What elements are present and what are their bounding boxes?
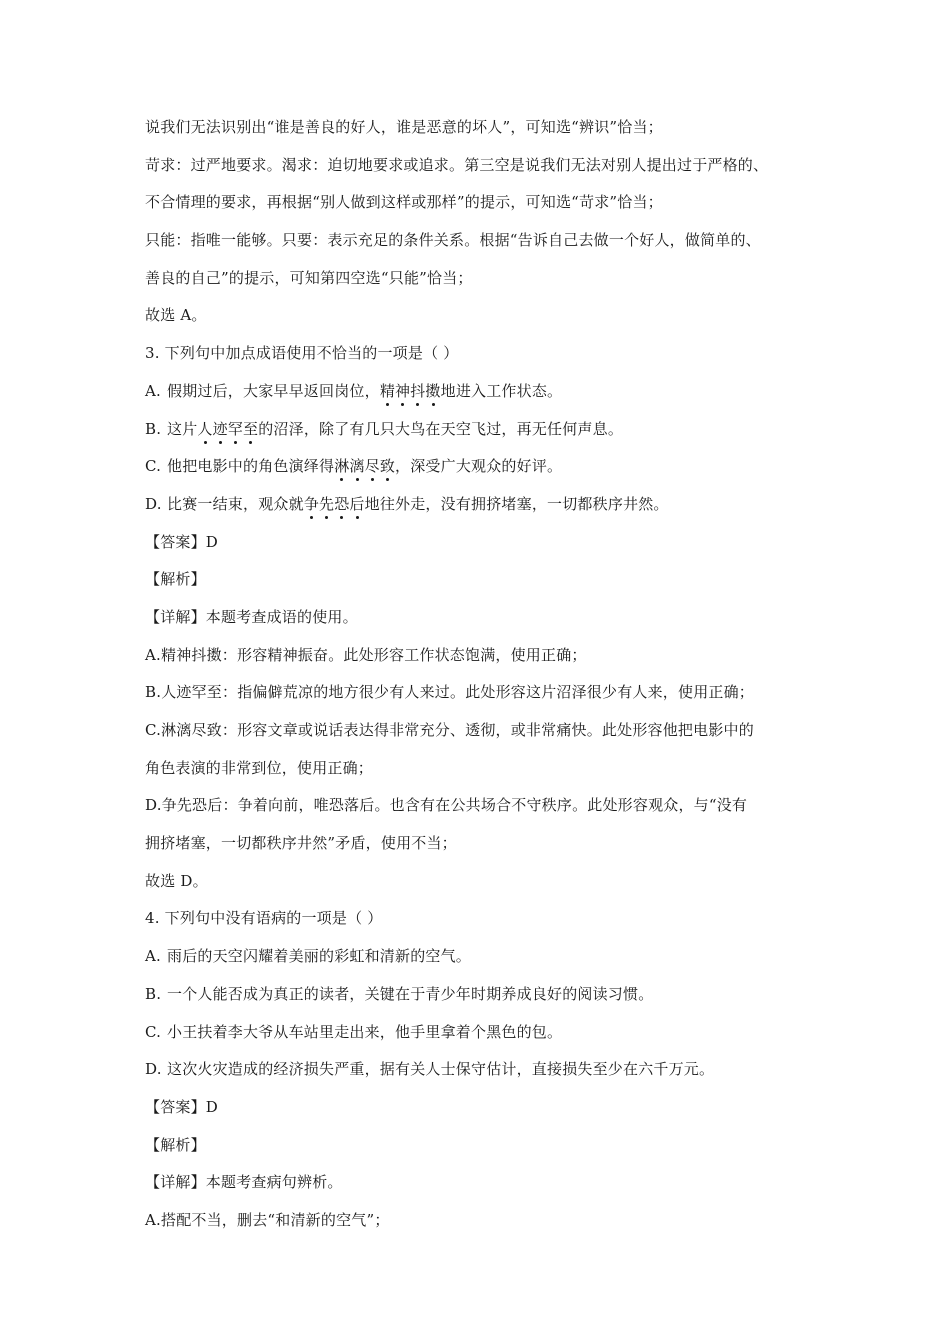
explanation-d: D.争先恐后：争着向前，唯恐落后。也含有在公共场合不守秩序。此处形容观众，与“没有 [145,796,748,815]
paragraph: 说我们无法识别出“谁是善良的好人，谁是恶意的坏人”，可知选“辨识”恰当； [145,118,663,136]
paragraph: 不合情理的要求，再根据“别人做到这样或那样”的提示，可知选“苛求”恰当； [145,193,663,212]
paragraph: 只能：指唯一能够。只要：表示充足的条件关系。根据“告诉自己去做一个好人，做简单的、 [145,231,761,250]
option-label: D. [145,494,162,513]
explanation-a: A.精神抖擞：形容精神振奋。此处形容工作状态饱满，使用正确； [145,645,587,664]
option-text: 雨后的天空闪耀着美丽的彩虹和清新的空气。 [167,947,472,966]
option-label: A. [145,381,162,400]
option-text: 的沼泽，除了有几只大鸟在天空飞过，再无任何声息。 [258,419,624,438]
paragraph: 善良的自己”的提示，可知第四空选“只能”恰当； [145,268,473,287]
dotted-char: 精 [379,381,396,400]
dotted-char: 淋 [334,457,350,476]
dotted-char: 罕 [227,419,244,438]
dotted-char: 神 [395,381,411,400]
option-text: 他把电影中的角色演绎得 [167,457,335,476]
option-label: C. [145,1022,162,1041]
dotted-char: 恐 [334,494,350,513]
dotted-char: 后 [349,494,365,513]
option-text: 地往外走，没有拥挤堵塞，一切都秩序井然。 [364,494,669,513]
answer-label: 【答案】D [145,532,219,551]
dotted-char: 抖 [410,381,426,400]
explanation-a: A.搭配不当，删去“和清新的空气”； [145,1210,390,1229]
paragraph: 苛求：过严地要求。渴求：迫切地要求或追求。第三空是说我们无法对别人提出过于严格的、 [145,155,769,174]
conclusion: 故选 A。 [145,306,207,325]
option-label: A. [145,947,162,966]
option-text: 一个人能否成为真正的读者，关键在于青少年时期养成良好的阅读习惯。 [167,984,654,1003]
option-text: 这次火灾造成的经济损失严重，据有关人士保守估计，直接损失至少在六千万元。 [167,1060,715,1079]
question-4-stem: 4. 下列句中没有语病的一项是（ ） [145,909,383,928]
detail-intro: 【详解】本题考查病句辨析。 [145,1173,343,1192]
option-text: 比赛一结束，观众就 [167,494,304,513]
explanation-b: B.人迹罕至：指偏僻荒凉的地方很少有人来过。此处形容这片沼泽很少有人来，使用正确； [145,683,754,702]
option-text: 假期过后，大家早早返回岗位， [167,381,380,400]
dotted-char: 争 [303,494,320,513]
analysis-label: 【解析】 [145,570,206,589]
explanation-c-cont: 角色表演的非常到位，使用正确； [145,758,374,777]
dotted-char: 人 [197,419,213,438]
option-label: B. [145,984,162,1003]
dotted-char: 至 [243,419,259,438]
question-4-option-b [145,985,815,1004]
question-3-option-c [145,457,815,476]
analysis-label: 【解析】 [145,1135,206,1154]
answer-label: 【答案】D [145,1097,219,1116]
dotted-char: 先 [319,494,335,513]
dotted-char: 致 [379,457,396,476]
question-3-option-b [145,420,815,439]
option-label: B. [145,419,162,438]
conclusion: 故选 D。 [145,871,208,890]
option-text: ，深受广大观众的好评。 [395,457,563,476]
option-label: C. [145,457,162,476]
dotted-char: 尽 [364,457,380,476]
question-3-option-d [145,495,815,514]
dotted-char: 漓 [349,457,365,476]
option-text: 小王扶着李大爷从车站里走出来，他手里拿着个黑色的包。 [167,1022,563,1041]
option-text: 这片 [167,419,198,438]
dotted-char: 迹 [212,419,228,438]
option-label: D. [145,1060,162,1079]
question-3-stem: 3. 下列句中加点成语使用不恰当的一项是（ ） [145,344,459,363]
explanation-c: C.淋漓尽致：形容文章或说话表达得非常充分、透彻，或非常痛快。此处形容他把电影中的 [145,721,754,739]
question-4-option-c [145,1023,815,1042]
document-page [145,118,815,1249]
detail-intro: 【详解】本题考查成语的使用。 [145,607,358,626]
dotted-char: 擞 [425,381,441,400]
option-text: 地进入工作状态。 [440,381,563,400]
explanation-d-cont: 拥挤堵塞，一切都秩序井然”矛盾，使用不当； [145,834,457,853]
question-3-option-a [145,382,815,401]
question-4-option-a [145,947,815,966]
question-4-option-d [145,1060,815,1079]
